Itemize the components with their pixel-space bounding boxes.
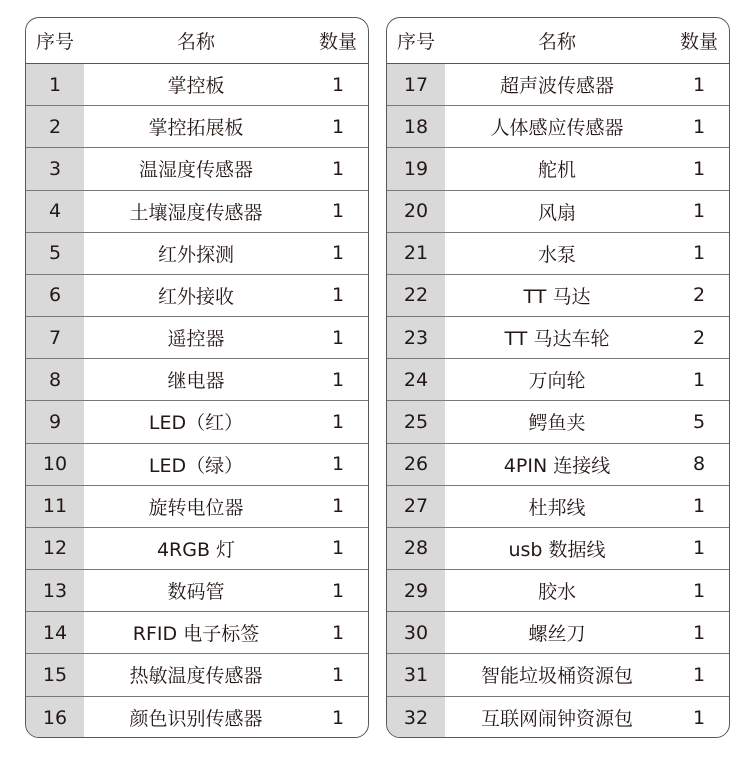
header-name: 名称 — [537, 31, 576, 53]
cell-no: 6 — [26, 275, 84, 316]
cell-no: 8 — [26, 359, 84, 400]
cell-name: 旋转电位器 — [148, 496, 244, 519]
cell-qty: 1 — [331, 537, 345, 560]
parts-table-right — [386, 17, 730, 738]
cell-name: 智能垃圾桶资源包 — [480, 665, 633, 688]
table-row — [387, 359, 729, 401]
table-row — [26, 528, 368, 570]
cell-name: usb 数据线 — [508, 538, 606, 561]
cell-no: 26 — [387, 444, 445, 485]
cell-name: 继电器 — [167, 370, 225, 393]
table-row — [26, 106, 368, 148]
cell-no: 14 — [26, 612, 84, 653]
cell-qty: 1 — [692, 115, 706, 138]
cell-qty: 2 — [692, 326, 706, 349]
table-row — [387, 275, 729, 317]
cell-name: 螺丝刀 — [528, 623, 586, 646]
table-row — [26, 64, 368, 106]
cell-no: 29 — [387, 570, 445, 611]
cell-qty: 1 — [331, 495, 345, 518]
cell-name: 遥控器 — [167, 328, 225, 351]
table-row — [387, 148, 729, 190]
cell-name: TT 马达 — [523, 285, 591, 308]
cell-qty: 1 — [331, 284, 345, 307]
cell-qty: 8 — [692, 453, 706, 476]
cell-name: 超声波传感器 — [499, 75, 614, 98]
table-row — [26, 697, 368, 738]
cell-no: 7 — [26, 317, 84, 358]
cell-no: 16 — [26, 697, 84, 738]
cell-name: 风扇 — [537, 201, 576, 224]
cell-name: LED（绿） — [148, 454, 244, 477]
cell-name: 4PIN 连接线 — [503, 454, 611, 477]
table-row — [26, 275, 368, 317]
cell-qty: 1 — [692, 495, 706, 518]
header-no: 序号 — [396, 31, 435, 53]
cell-qty: 1 — [692, 706, 706, 729]
cell-name: 数码管 — [167, 581, 225, 604]
table-row — [26, 359, 368, 401]
cell-name: 人体感应传感器 — [490, 117, 624, 140]
table-row — [26, 148, 368, 190]
cell-name: 水泵 — [537, 243, 576, 266]
cell-no: 18 — [387, 106, 445, 147]
cell-no: 12 — [26, 528, 84, 569]
table-row — [387, 106, 729, 148]
cell-qty: 1 — [331, 579, 345, 602]
cell-no: 21 — [387, 233, 445, 274]
cell-no: 17 — [387, 64, 445, 105]
cell-name: 热敏温度传感器 — [129, 665, 263, 688]
cell-name: 胶水 — [537, 581, 576, 604]
table-body — [26, 64, 368, 738]
table-row — [387, 528, 729, 570]
cell-no: 5 — [26, 233, 84, 274]
cell-no: 20 — [387, 191, 445, 232]
parts-table-left — [25, 17, 369, 738]
cell-no: 24 — [387, 359, 445, 400]
table-row — [387, 233, 729, 275]
cell-name: 4RGB 灯 — [156, 538, 236, 561]
cell-qty: 1 — [692, 621, 706, 644]
table-header — [387, 18, 729, 64]
table-row — [387, 401, 729, 443]
cell-qty: 5 — [692, 410, 706, 433]
cell-qty: 1 — [692, 537, 706, 560]
table-row — [387, 317, 729, 359]
cell-no: 9 — [26, 401, 84, 442]
cell-name: 土壤湿度传感器 — [129, 201, 263, 224]
cell-qty: 1 — [692, 200, 706, 223]
cell-qty: 2 — [692, 284, 706, 307]
table-row — [387, 612, 729, 654]
cell-name: 杜邦线 — [528, 496, 586, 519]
table-row — [26, 486, 368, 528]
table-row — [387, 444, 729, 486]
cell-no: 31 — [387, 654, 445, 695]
cell-qty: 1 — [331, 621, 345, 644]
cell-no: 27 — [387, 486, 445, 527]
cell-no: 11 — [26, 486, 84, 527]
table-header — [26, 18, 368, 64]
cell-qty: 1 — [331, 73, 345, 96]
cell-qty: 1 — [331, 368, 345, 391]
header-qty: 数量 — [679, 31, 718, 53]
cell-qty: 1 — [692, 579, 706, 602]
table-row — [387, 654, 729, 696]
cell-no: 32 — [387, 697, 445, 738]
cell-name: RFID 电子标签 — [132, 623, 260, 646]
cell-qty: 1 — [331, 410, 345, 433]
cell-name: 掌控板 — [167, 75, 225, 98]
cell-name: 舵机 — [537, 159, 576, 182]
cell-no: 4 — [26, 191, 84, 232]
cell-qty: 1 — [692, 242, 706, 265]
cell-name: TT 马达车轮 — [504, 328, 610, 351]
cell-no: 25 — [387, 401, 445, 442]
table-body — [387, 64, 729, 738]
cell-name: 温湿度传感器 — [138, 159, 253, 182]
table-row — [387, 570, 729, 612]
cell-qty: 1 — [692, 663, 706, 686]
table-row — [26, 233, 368, 275]
cell-no: 23 — [387, 317, 445, 358]
table-row — [26, 654, 368, 696]
cell-no: 30 — [387, 612, 445, 653]
cell-no: 15 — [26, 654, 84, 695]
header-no: 序号 — [35, 31, 74, 53]
header-qty: 数量 — [318, 31, 357, 53]
cell-no: 22 — [387, 275, 445, 316]
header-name: 名称 — [176, 31, 215, 53]
cell-no: 3 — [26, 148, 84, 189]
cell-name: 互联网闹钟资源包 — [480, 708, 633, 731]
cell-qty: 1 — [692, 73, 706, 96]
table-row — [26, 444, 368, 486]
cell-qty: 1 — [331, 115, 345, 138]
cell-no: 10 — [26, 444, 84, 485]
table-row — [387, 697, 729, 738]
cell-name: 万向轮 — [528, 370, 586, 393]
table-row — [387, 486, 729, 528]
cell-name: 红外接收 — [157, 285, 234, 308]
table-row — [26, 401, 368, 443]
cell-qty: 1 — [331, 663, 345, 686]
cell-name: 红外探测 — [157, 243, 234, 266]
cell-name: LED（红） — [148, 412, 244, 435]
cell-qty: 1 — [331, 242, 345, 265]
cell-qty: 1 — [692, 157, 706, 180]
cell-name: 鳄鱼夹 — [528, 412, 586, 435]
cell-qty: 1 — [331, 157, 345, 180]
table-row — [26, 317, 368, 359]
cell-no: 2 — [26, 106, 84, 147]
cell-no: 19 — [387, 148, 445, 189]
table-row — [387, 64, 729, 106]
cell-no: 28 — [387, 528, 445, 569]
cell-name: 颜色识别传感器 — [129, 708, 263, 731]
table-row — [26, 612, 368, 654]
cell-qty: 1 — [692, 368, 706, 391]
table-row — [387, 191, 729, 233]
table-row — [26, 191, 368, 233]
cell-qty: 1 — [331, 706, 345, 729]
cell-qty: 1 — [331, 200, 345, 223]
cell-qty: 1 — [331, 453, 345, 476]
cell-qty: 1 — [331, 326, 345, 349]
cell-name: 掌控拓展板 — [148, 117, 244, 140]
table-row — [26, 570, 368, 612]
cell-no: 1 — [26, 64, 84, 105]
cell-no: 13 — [26, 570, 84, 611]
